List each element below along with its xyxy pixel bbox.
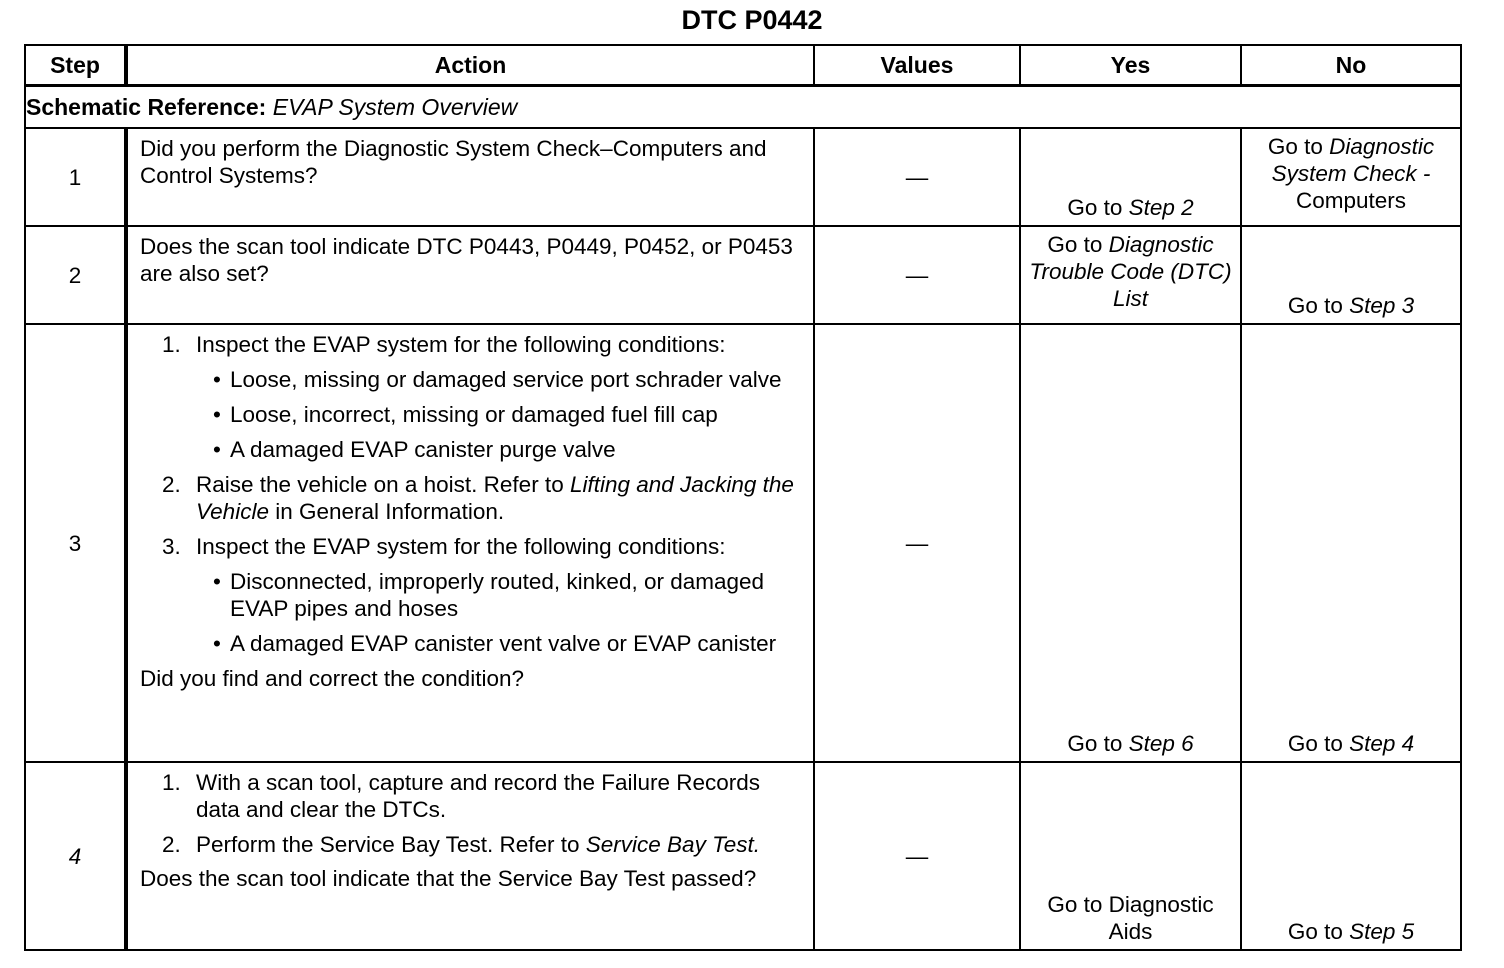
numbered-item xyxy=(140,533,801,657)
bullet-item: • Loose, incorrect, missing or damaged fuel fill cap xyxy=(196,401,801,428)
yes-link[interactable]: Go to Diagnostic Aids xyxy=(1047,892,1214,944)
page-title: DTC P0442 xyxy=(681,5,823,35)
bullet-icon: • xyxy=(213,569,221,594)
no-prefix: Go to xyxy=(1287,293,1343,318)
step-number: 4 xyxy=(25,762,126,950)
header-action: Action xyxy=(126,45,814,86)
item-number: 1. xyxy=(162,770,181,795)
header-values: Values xyxy=(814,45,1020,86)
table-row xyxy=(25,128,1461,226)
table-row xyxy=(25,762,1461,950)
no-cell[interactable] xyxy=(1241,128,1461,226)
action-question: Does the scan tool indicate DTC P0443, P0449, P0452, or P0453 are also set? xyxy=(140,234,793,286)
yes-cell[interactable] xyxy=(1020,324,1241,762)
bullet-icon: • xyxy=(213,402,221,427)
bullet-icon: • xyxy=(213,367,221,392)
no-prefix: Go to xyxy=(1287,919,1343,944)
item-text: Perform the Service Bay Test. Refer to Service Bay Test. xyxy=(196,832,761,857)
no-cell[interactable] xyxy=(1241,226,1461,324)
yes-cell[interactable] xyxy=(1020,226,1241,324)
yes-link[interactable]: Step 2 xyxy=(1128,195,1194,220)
schematic-reference-link[interactable]: EVAP System Overview xyxy=(272,93,518,120)
step-number: 2 xyxy=(25,226,126,324)
no-prefix: Go to xyxy=(1267,134,1323,159)
schematic-reference-row xyxy=(25,86,1461,129)
header-no: No xyxy=(1241,45,1461,86)
header-yes: Yes xyxy=(1020,45,1241,86)
item-number: 3. xyxy=(162,534,181,559)
bullet-item: • Loose, missing or damaged service port schrader valve xyxy=(196,366,801,393)
item-text: Inspect the EVAP system for the following conditions: xyxy=(196,534,726,559)
numbered-item xyxy=(140,331,801,463)
action-cell xyxy=(126,762,814,950)
no-cell[interactable] xyxy=(1241,324,1461,762)
bullet-icon: • xyxy=(213,631,221,656)
reference-link[interactable]: Service Bay Test. xyxy=(585,832,761,857)
action-cell xyxy=(126,226,814,324)
numbered-item xyxy=(140,831,801,858)
table-row xyxy=(25,324,1461,762)
yes-link[interactable]: Step 6 xyxy=(1128,731,1194,756)
no-cell[interactable] xyxy=(1241,762,1461,950)
no-link[interactable]: Step 4 xyxy=(1349,731,1415,756)
diagnostic-table xyxy=(24,44,1462,951)
step-number: 1 xyxy=(25,128,126,226)
bullet-icon: • xyxy=(213,437,221,462)
item-number: 1. xyxy=(162,332,181,357)
values-cell: — xyxy=(814,226,1020,324)
bullet-item: • A damaged EVAP canister vent valve or EVAP canister xyxy=(196,630,801,657)
action-question: Did you perform the Diagnostic System Check–Computers and Control Systems? xyxy=(140,136,767,188)
item-number: 2. xyxy=(162,832,181,857)
yes-cell[interactable] xyxy=(1020,128,1241,226)
bullet-item: • A damaged EVAP canister purge valve xyxy=(196,436,801,463)
table-row xyxy=(25,226,1461,324)
header-row xyxy=(25,45,1461,86)
yes-prefix: Go to xyxy=(1047,232,1103,257)
action-cell xyxy=(126,128,814,226)
values-cell: — xyxy=(814,128,1020,226)
item-text: Raise the vehicle on a hoist. Refer to Lifting and Jacking the Vehicle in General Information. xyxy=(196,472,794,524)
header-step: Step xyxy=(25,45,126,86)
numbered-item xyxy=(140,769,801,823)
item-text: Inspect the EVAP system for the following conditions: xyxy=(196,332,726,357)
schematic-reference-label: Schematic Reference: xyxy=(26,93,267,120)
no-prefix: Go to xyxy=(1287,731,1343,756)
item-text: With a scan tool, capture and record the Failure Records data and clear the DTCs. xyxy=(196,770,761,822)
schematic-reference xyxy=(25,86,1461,129)
yes-cell[interactable] xyxy=(1020,762,1241,950)
yes-prefix: Go to xyxy=(1067,195,1123,220)
numbered-item xyxy=(140,471,801,525)
reference-link[interactable]: Lifting and Jacking the Vehicle xyxy=(196,472,794,524)
yes-link[interactable]: Diagnostic Trouble Code (DTC) List xyxy=(1029,232,1232,311)
no-suffix: Computers xyxy=(1295,188,1407,213)
action-question: Does the scan tool indicate that the Service Bay Test passed? xyxy=(140,866,757,891)
values-cell: — xyxy=(814,324,1020,762)
no-link[interactable]: Step 5 xyxy=(1349,919,1415,944)
values-cell: — xyxy=(814,762,1020,950)
item-number: 2. xyxy=(162,472,181,497)
no-link[interactable]: Diagnostic System Check - xyxy=(1271,134,1435,186)
bullet-item: • Disconnected, improperly routed, kinked, or damaged EVAP pipes and hoses xyxy=(196,568,801,622)
action-question: Did you find and correct the condition? xyxy=(140,666,524,691)
action-cell xyxy=(126,324,814,762)
yes-prefix: Go to xyxy=(1067,731,1123,756)
no-link[interactable]: Step 3 xyxy=(1349,293,1415,318)
step-number: 3 xyxy=(25,324,126,762)
